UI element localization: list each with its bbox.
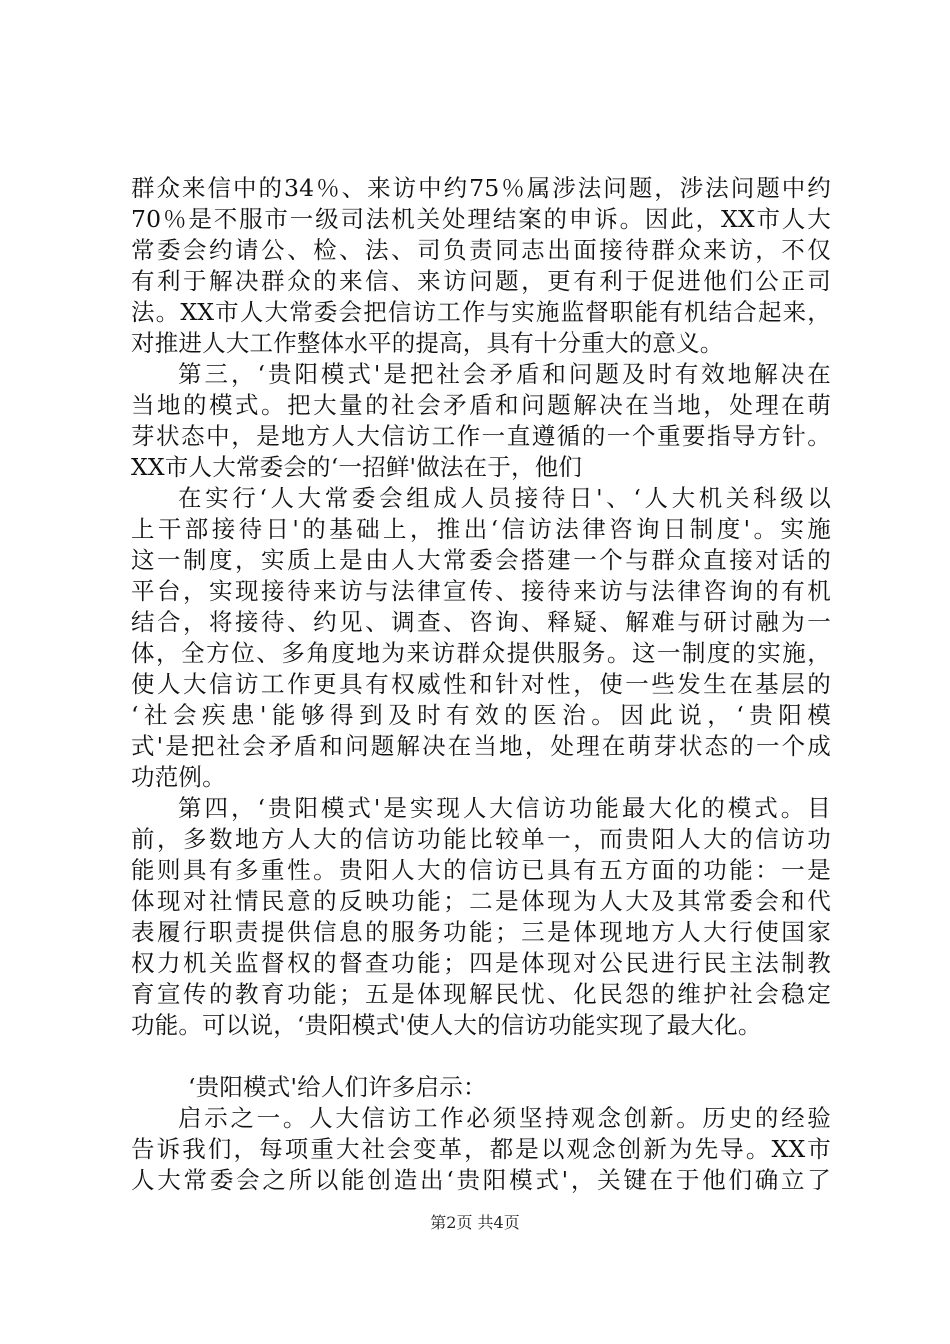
text-line: 有利于解决群众的来信、来访问题，更有利于促进他们公正司 [131,267,831,295]
text-line: 体，全方位、多角度地为来访群众提供服务。这一制度的实施， [131,639,831,667]
text-line: 芽状态中，是地方人大信访工作一直遵循的一个重要指导方针。 [131,422,831,450]
text-line: 式'是把社会矛盾和问题解决在当地，处理在萌芽状态的一个成 [131,732,831,760]
text-line: 上干部接待日'的基础上，推出‘信访法律咨询日制度'。实施 [131,515,831,543]
text-line: ‘社会疾患'能够得到及时有效的医治。因此说，‘贵阳模 [131,701,831,729]
text-line: 常委会约请公、检、法、司负责同志出面接待群众来访，不仅 [131,236,831,264]
text-line: 法。XX市人大常委会把信访工作与实施监督职能有机结合起来， [131,298,831,326]
body-text [131,173,831,1196]
paragraph-start-line: 第四，‘贵阳模式'是实现人大信访功能最大化的模式。目 [178,794,831,822]
section-heading-line: ‘贵阳模式'给人们许多启示： [188,1073,487,1101]
text-line: 当地的模式。把大量的社会矛盾和问题解决在当地，处理在萌 [131,391,831,419]
text-line: 前，多数地方人大的信访功能比较单一，而贵阳人大的信访功 [131,825,831,853]
text-line: 功范例。 [131,763,226,791]
text-line: 平台，实现接待来访与法律宣传、接待来访与法律咨询的有机 [131,577,831,605]
text-line: 使人大信访工作更具有权威性和针对性，使一些发生在基层的 [131,670,831,698]
paragraph-start-line: 启示之一。人大信访工作必须坚持观念创新。历史的经验 [178,1104,831,1132]
paragraph-start-line: 第三，‘贵阳模式'是把社会矛盾和问题及时有效地解决在 [178,360,831,388]
text-line: 权力机关监督权的督查功能；四是体现对公民进行民主法制教 [131,949,831,977]
text-line: 告诉我们，每项重大社会变革，都是以观念创新为先导。XX市 [131,1135,831,1163]
blank-line [131,1041,831,1072]
text-line: 结合，将接待、约见、调查、咨询、释疑、解难与研讨融为一 [131,608,831,636]
text-line: 能则具有多重性。贵阳人大的信访已具有五方面的功能：一是 [131,856,831,884]
text-line: 对推进人大工作整体水平的提高，具有十分重大的意义。 [131,329,724,357]
text-line: 功能。可以说，‘贵阳模式'使人大的信访功能实现了最大化。 [131,1011,762,1039]
text-line: 育宣传的教育功能；五是体现解民忧、化民怨的维护社会稳定 [131,980,831,1008]
text-line: 群众来信中的34％、来访中约75％属涉法问题，涉法问题中约 [131,174,831,202]
text-line: 人大常委会之所以能创造出‘贵阳模式'，关键在于他们确立了 [131,1166,831,1194]
text-line: XX市人大常委会的‘一招鲜'做法在于，他们 [131,453,583,481]
page-footer: 第2页 共4页 [430,1213,520,1232]
paragraph-start-line: 在实行‘人大常委会组成人员接待日'、‘人大机关科级以 [178,484,831,512]
text-line: 这一制度，实质上是由人大常委会搭建一个与群众直接对话的 [131,546,831,574]
text-line: 表履行职责提供信息的服务功能；三是体现地方人大行使国家 [131,918,831,946]
text-line: 体现对社情民意的反映功能；二是体现为人大及其常委会和代 [131,887,831,915]
text-line: 70％是不服市一级司法机关处理结案的申诉。因此，XX市人大 [131,205,831,233]
